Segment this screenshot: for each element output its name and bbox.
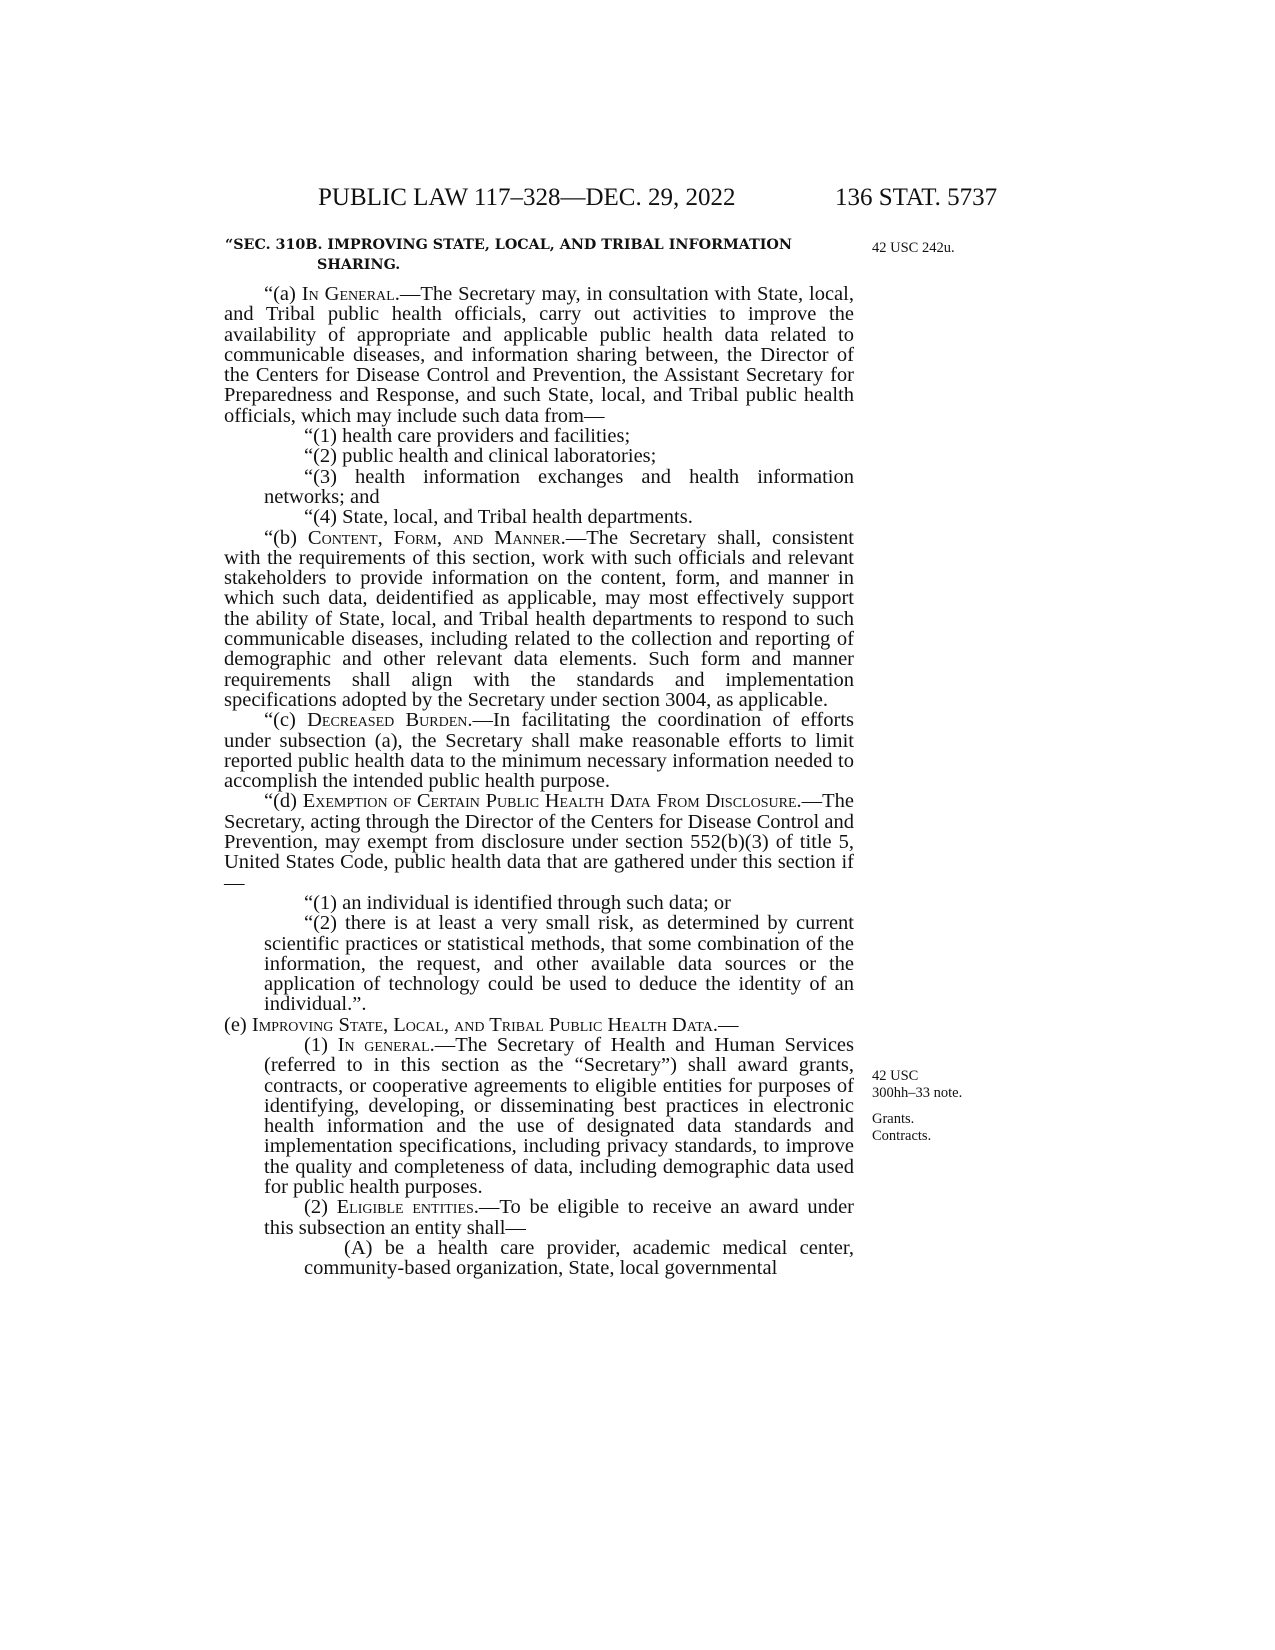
paragraph-d2: “(2) there is at least a very small risk, as determined by current scientific practices or statistical methods, that some combination of the information, the request, and other available data sources or the application of technology could be used to deduce the identity of an individual.”.: [264, 912, 854, 1016]
paragraph-a1: “(1) health care providers and facilities;: [304, 425, 631, 448]
subsection-text: .—The Secretary shall, consistent with the requirements of this section, work with such officials and relevant stakeholders to provide information on the content, form, and manner in which such data, deidentified as applicable, may most effectively support the ability of State, local, and Tribal health departments to respond to such communicable diseases, including related to the collection and reporting of demographic and other relevant data elements. Such form and manner requirements shall align with the standards and implementation specifications adopted by the Secretary under section 3004, as applicable.: [224, 526, 854, 711]
running-title: PUBLIC LAW 117–328—DEC. 29, 2022: [318, 184, 736, 211]
margin-note-grants: Grants.: [872, 1111, 915, 1127]
margin-note-42-usc-242u: 42 USC 242u.: [872, 240, 955, 256]
stat-page-number: 136 STAT. 5737: [835, 184, 998, 211]
subsection-c: [224, 710, 854, 791]
section-heading-line2: SHARING.: [317, 257, 401, 273]
subsection-text: .—In facilitating the coordination of efforts under subsection (a), the Secretary shall make reasonable efforts to limit reported public health data to the minimum necessary information needed to accomplish the intended public health purpose.: [224, 709, 854, 793]
subsection-label: “(c): [264, 709, 308, 732]
subsection-b: [224, 528, 854, 711]
margin-note-grants-contracts: [872, 1111, 931, 1145]
paragraph-a4: “(4) State, local, and Tribal health departments.: [304, 506, 693, 529]
subsection-caption: Decreased Burden: [307, 709, 468, 732]
paragraph-d1: “(1) an individual is identified through such data; or: [304, 891, 731, 914]
margin-note-line: 42 USC: [872, 1068, 919, 1084]
page-header: [0, 176, 1275, 216]
subsection-text: .—: [712, 1013, 739, 1036]
paragraph-a2: “(2) public health and clinical laboratories;: [304, 445, 657, 468]
subparagraph-e2a: (A) be a health care provider, academic medical center, community-based organization, State, local governmental: [304, 1236, 854, 1280]
paragraph-a3: “(3) health information exchanges and health information networks; and: [264, 465, 854, 508]
subsection-label: (e): [224, 1013, 252, 1036]
subsection-d: [224, 791, 854, 892]
section-heading-line1: “SEC. 310B. IMPROVING STATE, LOCAL, AND TRIBAL INFORMATION: [225, 237, 792, 253]
margin-note-line: 300hh–33 note.: [872, 1085, 963, 1101]
margin-note-42-usc-300hh: [872, 1068, 962, 1102]
section-heading: [225, 235, 854, 275]
subsection-text: .—The Secretary may, in consultation with State, local, and Tribal public health officials, carry out activities to improve the availability of appropriate and applicable public health data related to communicable diseases, and information sharing between, the Director of the Centers for Disease Control and Prevention, the Assistant Secretary for Preparedness and Response, and such State, local, and Tribal public health officials, which may include such data from—: [224, 283, 854, 427]
subsection-caption: Improving State, Local, and Tribal Public Health Data: [251, 1013, 713, 1036]
subsection-caption: Exemption of Certain Public Health Data From Disclosure: [302, 790, 797, 813]
subsection-caption: Content, Form, and Manner: [307, 526, 561, 549]
subsection-label: “(b): [264, 526, 308, 549]
paragraph-label: (2): [304, 1196, 337, 1219]
subsection-caption: In General: [301, 283, 395, 305]
paragraph-text: .—To be eligible to receive an award under this subsection an entity shall—: [264, 1196, 854, 1239]
margin-note-contracts: Contracts.: [872, 1128, 932, 1144]
paragraph-e2: [224, 1197, 854, 1238]
paragraph-text: .—The Secretary of Health and Human Services (referred to in this section as the “Secretary”) shall award grants, contracts, or cooperative agreements to eligible entities for purposes of identifying, developing, or disseminating best practices in electronic health information and the use of designated data standards and implementation specifications, including privacy standards, to improve the quality and completeness of data, including demographic data used for public health purposes.: [264, 1033, 855, 1199]
paragraph-caption: In general: [337, 1033, 430, 1056]
document-body: [224, 235, 854, 1279]
paragraph-caption: Eligible entities: [336, 1196, 474, 1219]
subsection-text: .—The Secretary, acting through the Director of the Centers for Disease Control and Prevention, may exempt from disclosure under section 552(b)(3) of title 5, United States Code, public health data that are gathered under this section if—: [224, 790, 854, 894]
subsection-a: [224, 284, 854, 426]
subsection-label: “(d): [264, 790, 303, 813]
subsection-e: [224, 1015, 854, 1035]
subsection-label: “(a): [264, 283, 302, 305]
paragraph-label: (1): [304, 1033, 338, 1056]
paragraph-e1: [224, 1035, 854, 1197]
